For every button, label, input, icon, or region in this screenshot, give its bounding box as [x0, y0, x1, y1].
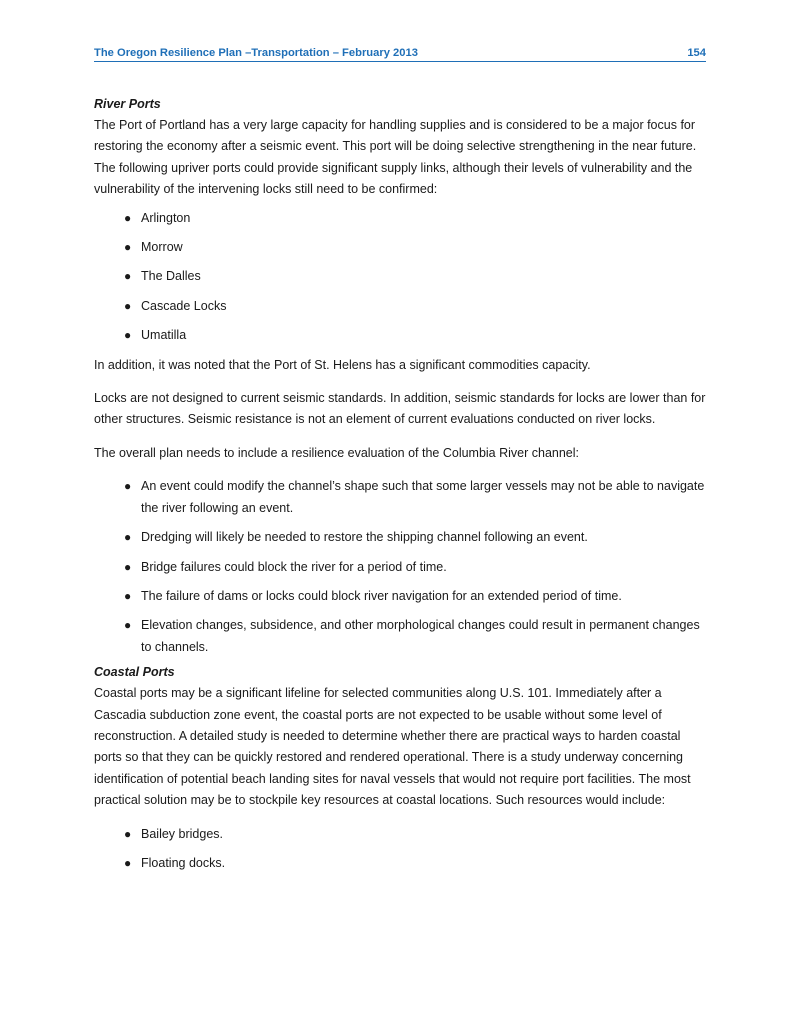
coastal-resources-list: [94, 824, 706, 875]
page-number: 154: [687, 47, 706, 59]
list-item: [94, 325, 706, 346]
list-item-text: The failure of dams or locks could block river navigation for an extended period of time.: [141, 588, 622, 603]
bullet-icon: ●: [124, 588, 132, 603]
list-item-text: Dredging will likely be needed to restore the shipping channel following an event.: [141, 530, 588, 545]
list-item-text: Bridge failures could block the river for a period of time.: [141, 559, 447, 574]
list-item-text: Morrow: [141, 240, 183, 255]
bullet-icon: ●: [124, 479, 132, 494]
page-header: [94, 46, 706, 62]
list-item: [94, 296, 706, 317]
list-item: [94, 476, 706, 519]
list-item-text: Umatilla: [141, 328, 187, 343]
bullet-icon: ●: [124, 530, 132, 545]
bullet-icon: ●: [124, 269, 132, 284]
list-item: [94, 824, 706, 845]
river-ports-heading: River Ports: [94, 97, 161, 111]
coastal-ports-body: Coastal ports may be a significant lifeline for selected communities along U.S. 101. Immediately after a Cascadia subduction zone event, the coastal ports are not expected to be usable without some level of reconstruction. A detailed study is needed to determine whether there are practical ways to harden coastal ports so that they can be quickly restored and rendered operational. There is a study underway concerning identification of potential beach landing sites for naval vessels that would not require port facilities. The most practical solution may be to stockpile key resources at coastal locations. Such resources would include:: [94, 686, 691, 808]
list-item-text: Floating docks.: [141, 855, 226, 870]
header-title: The Oregon Resilience Plan –Transportation – February 2013: [94, 47, 418, 59]
coastal-ports-heading: Coastal Ports: [94, 665, 175, 680]
list-item-text: Bailey bridges.: [141, 826, 223, 841]
bullet-icon: ●: [124, 210, 132, 225]
bullet-icon: ●: [124, 826, 132, 841]
bullet-icon: ●: [124, 240, 132, 255]
locks-paragraph: Locks are not designed to current seismic standards. In addition, seismic standards for locks are lower than for other structures. Seismic resistance is not an element of current evaluations conducted on river locks.: [94, 391, 706, 427]
list-item-text: An event could modify the channel’s shape such that some larger vessels may not be able to navigate the river following an event.: [141, 479, 705, 515]
list-item: [94, 266, 706, 287]
bullet-icon: ●: [124, 559, 132, 574]
river-ports-section: [94, 94, 706, 658]
list-item-text: Elevation changes, subsidence, and other morphological changes could result in permanent changes to channels.: [141, 618, 700, 654]
document-page: [94, 46, 706, 874]
list-item-text: Arlington: [141, 210, 191, 225]
bullet-icon: ●: [124, 618, 132, 633]
list-item-text: The Dalles: [141, 269, 201, 284]
plan-intro-paragraph: The overall plan needs to include a resilience evaluation of the Columbia River channel:: [94, 445, 580, 460]
coastal-ports-section: [94, 662, 706, 874]
list-item: [94, 853, 706, 874]
list-item: [94, 237, 706, 258]
list-item: [94, 586, 706, 607]
list-item: [94, 557, 706, 578]
list-item: [94, 208, 706, 229]
st-helens-paragraph: In addition, it was noted that the Port of St. Helens has a significant commodities capacity.: [94, 357, 591, 372]
bullet-icon: ●: [124, 298, 132, 313]
bullet-icon: ●: [124, 328, 132, 343]
list-item: [94, 615, 706, 658]
list-item: [94, 527, 706, 548]
upriver-ports-list: [94, 208, 706, 347]
bullet-icon: ●: [124, 855, 132, 870]
river-ports-intro: The Port of Portland has a very large capacity for handling supplies and is considered to be a major focus for restoring the economy after a seismic event. This port will be doing selective strengthening in the near future. The following upriver ports could provide significant supply links, although their levels of vulnerability and the vulnerability of the intervening locks still need to be confirmed:: [94, 118, 697, 197]
list-item-text: Cascade Locks: [141, 298, 227, 313]
channel-evaluation-list: [94, 476, 706, 658]
